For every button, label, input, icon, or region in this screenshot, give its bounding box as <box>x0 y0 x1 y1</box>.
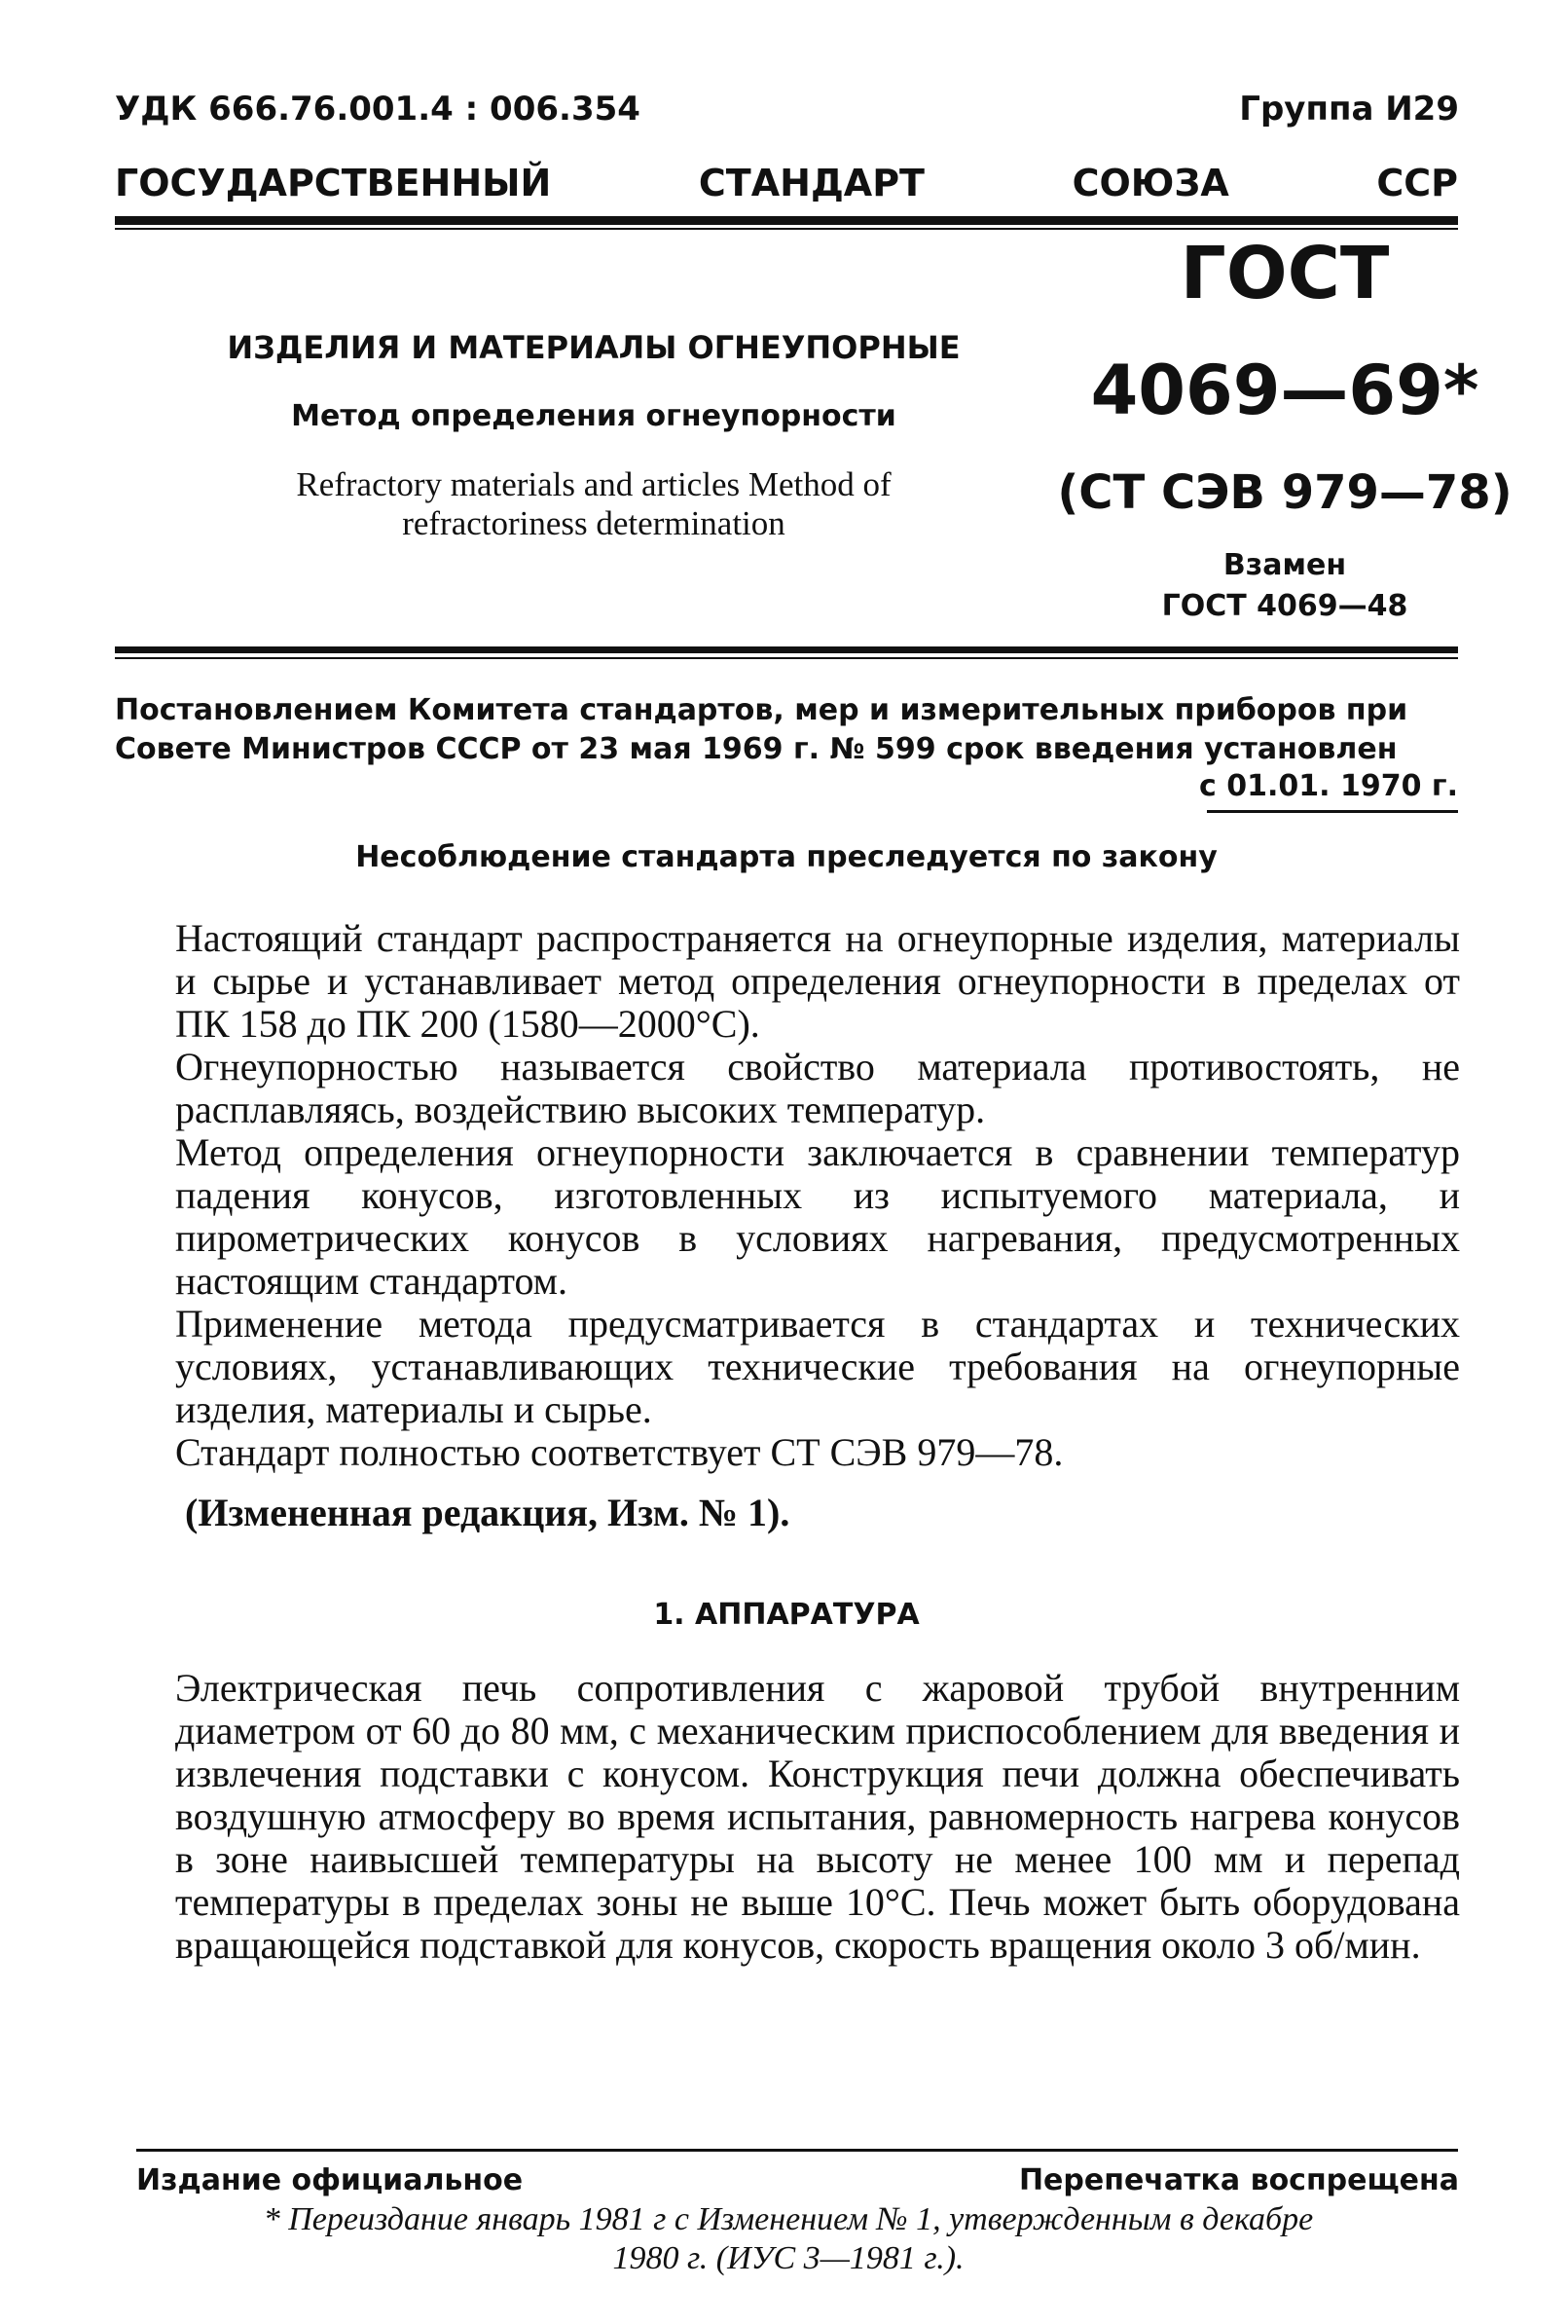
footer-rule <box>136 2149 1458 2152</box>
intro-text-5: Стандарт полностью соответствует СТ СЭВ 979—78. <box>175 1430 1064 1474</box>
gost-number: 4069—69* <box>1090 350 1479 430</box>
heading-word-1: ГОСУДАРСТВЕННЫЙ <box>115 162 552 204</box>
apparatus-text: Электрическая печь сопротивления с жаровой трубой внутренним диаметром от 60 до 80 мм, с механическим приспособлением для введения и извлечения подставки с конусом. Конструкция печи должна обеспечивать воздушную атмосферу во время испытания, равномерность нагрева конусов в зоне наивысшей температуры на высоту не менее 100 мм и перепад температуры в пределах зоны не выше 10°С. Печь может быть оборудована вращающейся подставкой для конусов, скорость вращения около 3 об/мин. <box>175 1666 1460 1967</box>
decree-date-underline <box>1207 810 1458 813</box>
intro-text-1: Настоящий стандарт распространяется на огнеупорные изделия, материалы и сырье и устанавливает метод определения огнеупорности в пределах от ПК 158 до ПК 200 (1580—2000°С). <box>175 916 1460 1046</box>
group-code: Группа И29 <box>1239 90 1459 129</box>
heading-word-3: СОЮЗА <box>1072 162 1229 204</box>
header-rule-thick <box>115 216 1458 225</box>
replaces-standard: ГОСТ 4069—48 <box>1161 589 1408 623</box>
udk-code: УДК 666.76.001.4 : 006.354 <box>115 90 640 129</box>
gost-label: ГОСТ <box>1180 232 1390 315</box>
heading-word-4: ССР <box>1376 162 1458 204</box>
intro-text-3: Метод определения огнеупорности заключается в сравнении температур падения конусов, изготовленных из испытуемого материала, и пирометрических конусов в условиях нагревания, предусмотренных настоящим стандартом. <box>175 1130 1460 1303</box>
replaces-note <box>1051 545 1518 627</box>
decree-text: Постановлением Комитета стандартов, мер и измерительных приборов при Совете Министров СССР от 23 мая 1969 г. № 599 срок введения установлен <box>115 693 1408 766</box>
intro-paragraph-1 <box>175 917 1460 1046</box>
document-title: ИЗДЕЛИЯ И МАТЕРИАЛЫ ОГНЕУПОРНЫЕ <box>227 329 961 366</box>
amendment-note: (Измененная редакция, Изм. № 1). <box>185 1491 790 1534</box>
intro-paragraph-2 <box>175 1046 1460 1131</box>
state-standard-heading <box>115 162 1458 204</box>
sev-reference: (СТ СЭВ 979—78) <box>1057 465 1513 520</box>
apparatus-paragraph <box>175 1667 1460 1967</box>
intro-paragraph-4 <box>175 1303 1460 1431</box>
official-edition-label: Издание официальное <box>136 2163 524 2197</box>
law-notice: Несоблюдение стандарта преследуется по закону <box>355 840 1218 874</box>
replaces-label: Взамен <box>1222 548 1347 582</box>
title-rule-thin <box>115 657 1458 659</box>
section-heading-apparatus: 1. АППАРАТУРА <box>653 1598 920 1632</box>
title-rule-thick <box>115 646 1458 653</box>
reissue-footnote: * Переиздание январь 1981 г с Изменением № 1, утвержденным в декабре 1980 г. (ИУС 3—1981 г.). <box>263 2201 1314 2276</box>
reprint-prohibited-label: Перепечатка воспрещена <box>1018 2163 1459 2197</box>
intro-paragraph-3 <box>175 1131 1460 1303</box>
english-title: Refractory materials and articles Method of refractoriness determination <box>296 465 892 542</box>
intro-paragraph-5 <box>175 1431 1460 1474</box>
decree-effective-date: с 01.01. 1970 г. <box>1199 769 1458 803</box>
header-rule-thin <box>115 228 1458 230</box>
intro-text-4: Применение метода предусматривается в стандартах и технических условиях, устанавливающих технические требования на огнеупорные изделия, материалы и сырье. <box>175 1302 1460 1431</box>
intro-text-2: Огнеупорностью называется свойство материала противостоять, не расплавляясь, воздействию высоких температур. <box>175 1045 1460 1131</box>
heading-word-2: СТАНДАРТ <box>698 162 925 204</box>
document-subtitle: Метод определения огнеупорности <box>291 399 896 433</box>
